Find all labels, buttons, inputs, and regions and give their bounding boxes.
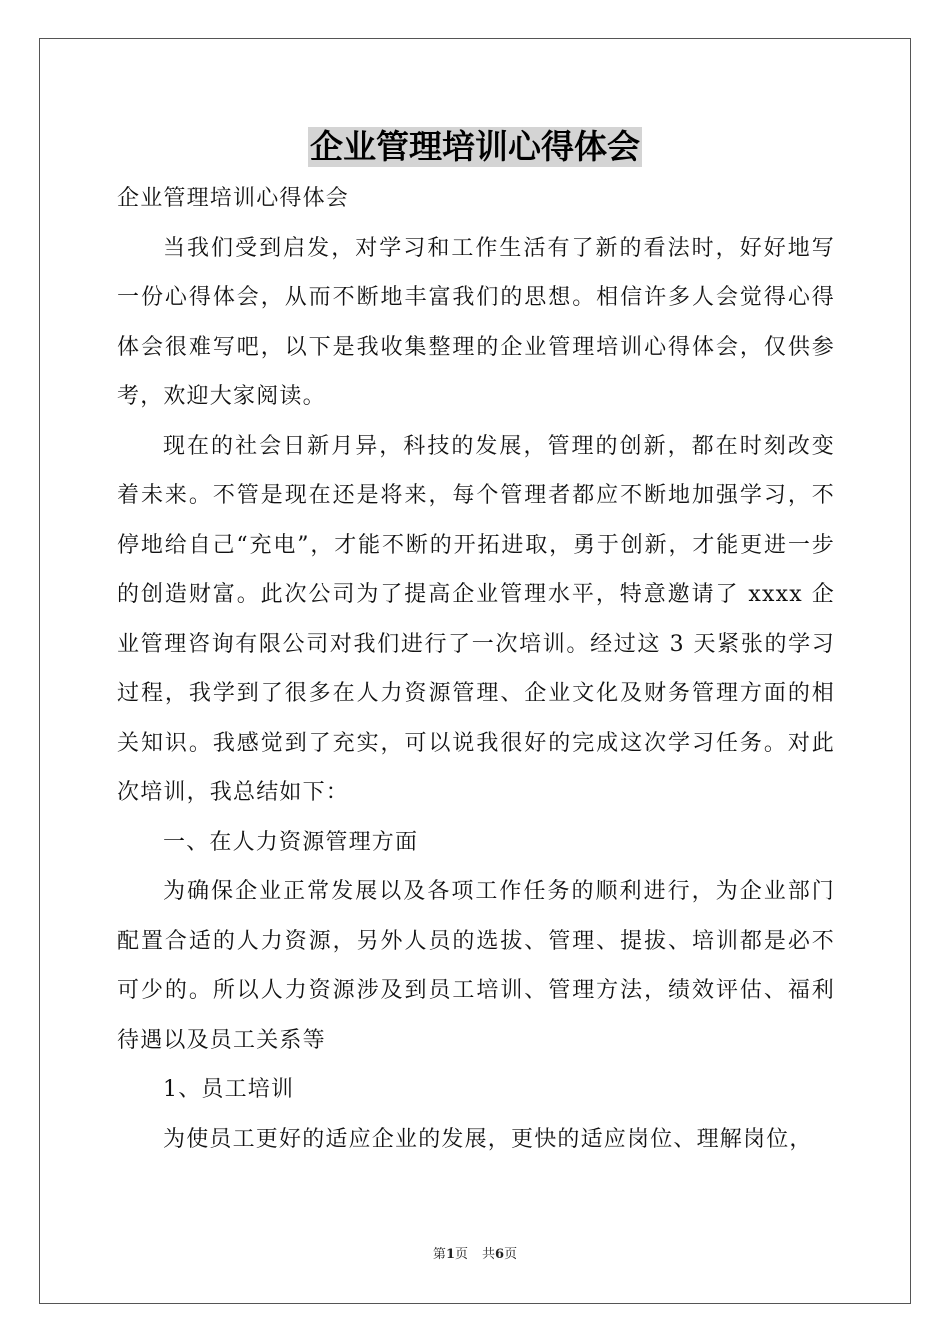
section-heading-hr: 一、在人力资源管理方面 bbox=[163, 829, 419, 855]
title-container bbox=[0, 127, 950, 167]
total-suffix: 页 bbox=[504, 1247, 518, 1262]
total-pages: 6 bbox=[495, 1247, 505, 1262]
paragraph-training: 为使员工更好的适应企业的发展，更快的适应岗位、理解岗位， bbox=[163, 1126, 813, 1152]
page-footer bbox=[0, 1246, 950, 1264]
document-body bbox=[117, 174, 835, 1164]
page-suffix: 页 bbox=[454, 1247, 468, 1262]
page-prefix: 第 bbox=[432, 1247, 446, 1262]
document-title: 企业管理培训心得体会 bbox=[310, 127, 640, 166]
subsection-heading-training: 1、员工培训 bbox=[163, 1077, 295, 1102]
page-number: 1 bbox=[445, 1247, 455, 1262]
paragraph-hr: 为确保企业正常发展以及各项工作任务的顺利进行，为企业部门配置合适的人力资源，另外人员的选拔、管理、提拔、培训都是必不可少的。所以人力资源涉及到员工培训、管理方法，绩效评估、福利待遇以及员工关系等 bbox=[117, 879, 835, 1053]
paragraph-background: 现在的社会日新月异，科技的发展，管理的创新，都在时刻改变着未来。不管是现在还是将来，每个管理者都应不断地加强学习，不停地给自己“充电”，才能不断的开拓进取，勇于创新，才能更进一步的创造财富。此次公司为了提高企业管理水平，特意邀请了 xxxx 企业管理咨询有限公司对我们进行了一次培训。经过这 3 天紧张的学习过程，我学到了很多在人力资源管理、企业文化及财务管理方面的相关知识。我感觉到了充实，可以说我很好的完成这次学习任务。对此次培训，我总结如下： bbox=[117, 433, 835, 805]
paragraph-intro: 当我们受到启发，对学习和工作生活有了新的看法时，好好地写一份心得体会，从而不断地丰富我们的思想。相信许多人会觉得心得体会很难写吧，以下是我收集整理的企业管理培训心得体会，仅供参考，欢迎大家阅读。 bbox=[117, 235, 835, 409]
total-prefix: 共 bbox=[482, 1247, 496, 1262]
document-subtitle: 企业管理培训心得体会 bbox=[117, 186, 350, 211]
